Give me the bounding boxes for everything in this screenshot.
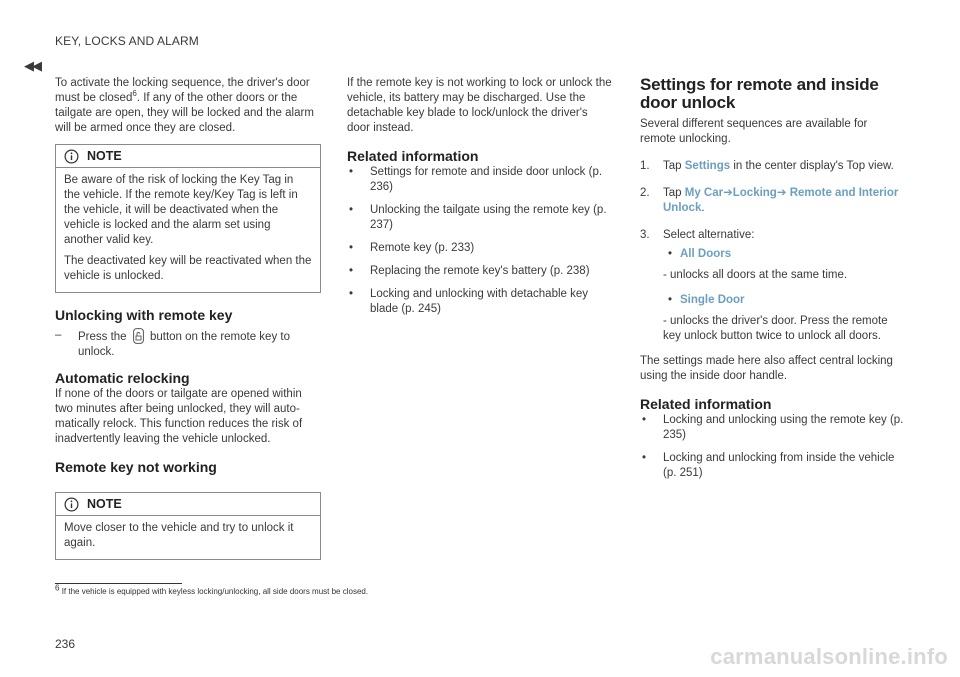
related-link[interactable]: • Unlocking the tailgate using the remote key (p. 237): [349, 204, 607, 231]
column-1: [55, 76, 321, 560]
step-2: 2. Tap My Car➔Locking➔ Remote and Interior Unlock.: [640, 187, 899, 214]
heading-unlocking: Unlocking with remote key: [55, 307, 233, 323]
intro-paragraph: [55, 76, 321, 136]
heading-related-information: Related information: [347, 148, 479, 164]
unlock-text-a: Press the: [78, 331, 127, 343]
heading-related-information: Related information: [640, 396, 772, 412]
column-2: [347, 76, 612, 325]
note-header: [56, 493, 320, 516]
heading-relocking: Automatic relocking: [55, 370, 190, 386]
remote-not-working-paragraph: If the remote key is not working to lock or unlock the vehicle, its battery may be discharged. Use the detachable key blade to lock/unlock the driver's door instead.: [347, 77, 612, 134]
column-3: [640, 76, 905, 489]
page-header: KEY, LOCKS AND ALARM: [55, 34, 199, 48]
option-all-doors-desc: - unlocks all doors at the same time.: [663, 269, 848, 281]
related-link[interactable]: • Locking and unlocking from inside the vehicle (p. 251): [642, 452, 895, 479]
alternatives: [663, 247, 905, 344]
section-title: Settings for remote and inside door unlock: [640, 75, 879, 112]
watermark: carmanualsonline.info: [710, 644, 948, 669]
note-paragraph: The deactivated key will be reactivated when the vehicle is unlocked.: [64, 255, 312, 282]
steps-list: [640, 159, 905, 344]
step-1: 1. Tap Settings in the center display's Top view.: [640, 160, 894, 172]
arrow-right-icon: ➔: [776, 187, 787, 199]
note-label: NOTE: [87, 496, 122, 511]
related-links-list: [347, 165, 612, 317]
footnote: $^6$ If the vehicle is equipped with keyless locking/unlocking, all side doors must be closed.: [55, 583, 369, 596]
option-single-door-desc: - unlocks the driver's door. Press the remote key unlock button twice to unlock all doors.: [663, 315, 888, 342]
option-single-door[interactable]: • Single Door: [668, 294, 745, 306]
note-paragraph: Move closer to the vehicle and try to unlock it again.: [64, 522, 294, 549]
heading-not-working: Remote key not working: [55, 459, 217, 475]
related-link[interactable]: • Settings for remote and inside door unlock (p. 236): [349, 166, 603, 193]
page-number: 236: [55, 637, 76, 651]
central-locking-paragraph: The settings made here also affect central locking using the inside door handle.: [640, 355, 893, 382]
step-3: 3. Select alternative: • All Doors - unlocks all doors at the same time. • Single Door - unlocks the driver's door. Press the remote key unlock button twice to unlock all doors.: [640, 228, 905, 344]
option-all-doors[interactable]: • All Doors: [668, 248, 732, 260]
previous-page-arrows-icon[interactable]: ◀◀: [24, 58, 40, 73]
section-intro: Several different sequences are available for remote unlocking.: [640, 118, 868, 145]
note-box-move-closer: [55, 492, 321, 560]
footnote-ref[interactable]: 6: [132, 89, 137, 99]
related-links-list: [640, 413, 905, 481]
unlock-key-icon: [133, 328, 144, 344]
note-paragraph: Be aware of the risk of locking the Key Tag in the vehicle. If the remote key/Key Tag is left in the vehicle, it will be deactivated when the vehicle is locked and the alarm set using another valid key.: [64, 174, 298, 246]
note-body: [56, 168, 320, 284]
dash-marker: –: [55, 329, 62, 341]
remote-interior-unlock-link[interactable]: Remote and Interior Unlock: [663, 187, 899, 214]
intro-text-a: To activate the locking sequence, the driver's door must be closed: [55, 77, 310, 104]
note-body: [56, 516, 320, 551]
my-car-menu-link[interactable]: My Car: [684, 187, 724, 199]
unlock-text-b: button on the remote key to unlock.: [78, 331, 290, 358]
info-circle-icon: [64, 497, 79, 512]
note-header: [56, 145, 320, 168]
note-label: NOTE: [87, 148, 122, 163]
related-link[interactable]: • Replacing the remote key's battery (p. 238): [349, 265, 590, 277]
unlock-instruction: [55, 328, 321, 360]
locking-menu-link[interactable]: Locking: [732, 187, 777, 199]
note-box-key-tag: [55, 144, 321, 293]
intro-text-b: . If any of the other doors or the tailgate are open, they will be locked and the alarm will be armed once they are closed.: [55, 92, 314, 134]
related-link[interactable]: • Remote key (p. 233): [349, 242, 475, 254]
footnote-divider: [55, 583, 182, 584]
settings-menu-link[interactable]: Settings: [684, 160, 731, 172]
arrow-right-icon: ➔: [723, 187, 733, 199]
related-link[interactable]: • Locking and unlocking using the remote key (p. 235): [642, 414, 904, 441]
related-link[interactable]: • Locking and unlocking with detachable key blade (p. 245): [349, 288, 589, 315]
relock-paragraph: If none of the doors or tailgate are opened within two minutes after being unlocked, they will automatically relock. This function reduces the risk of inadvertently leaving the vehicle unlocked.: [55, 388, 303, 445]
info-circle-icon: [64, 149, 79, 164]
